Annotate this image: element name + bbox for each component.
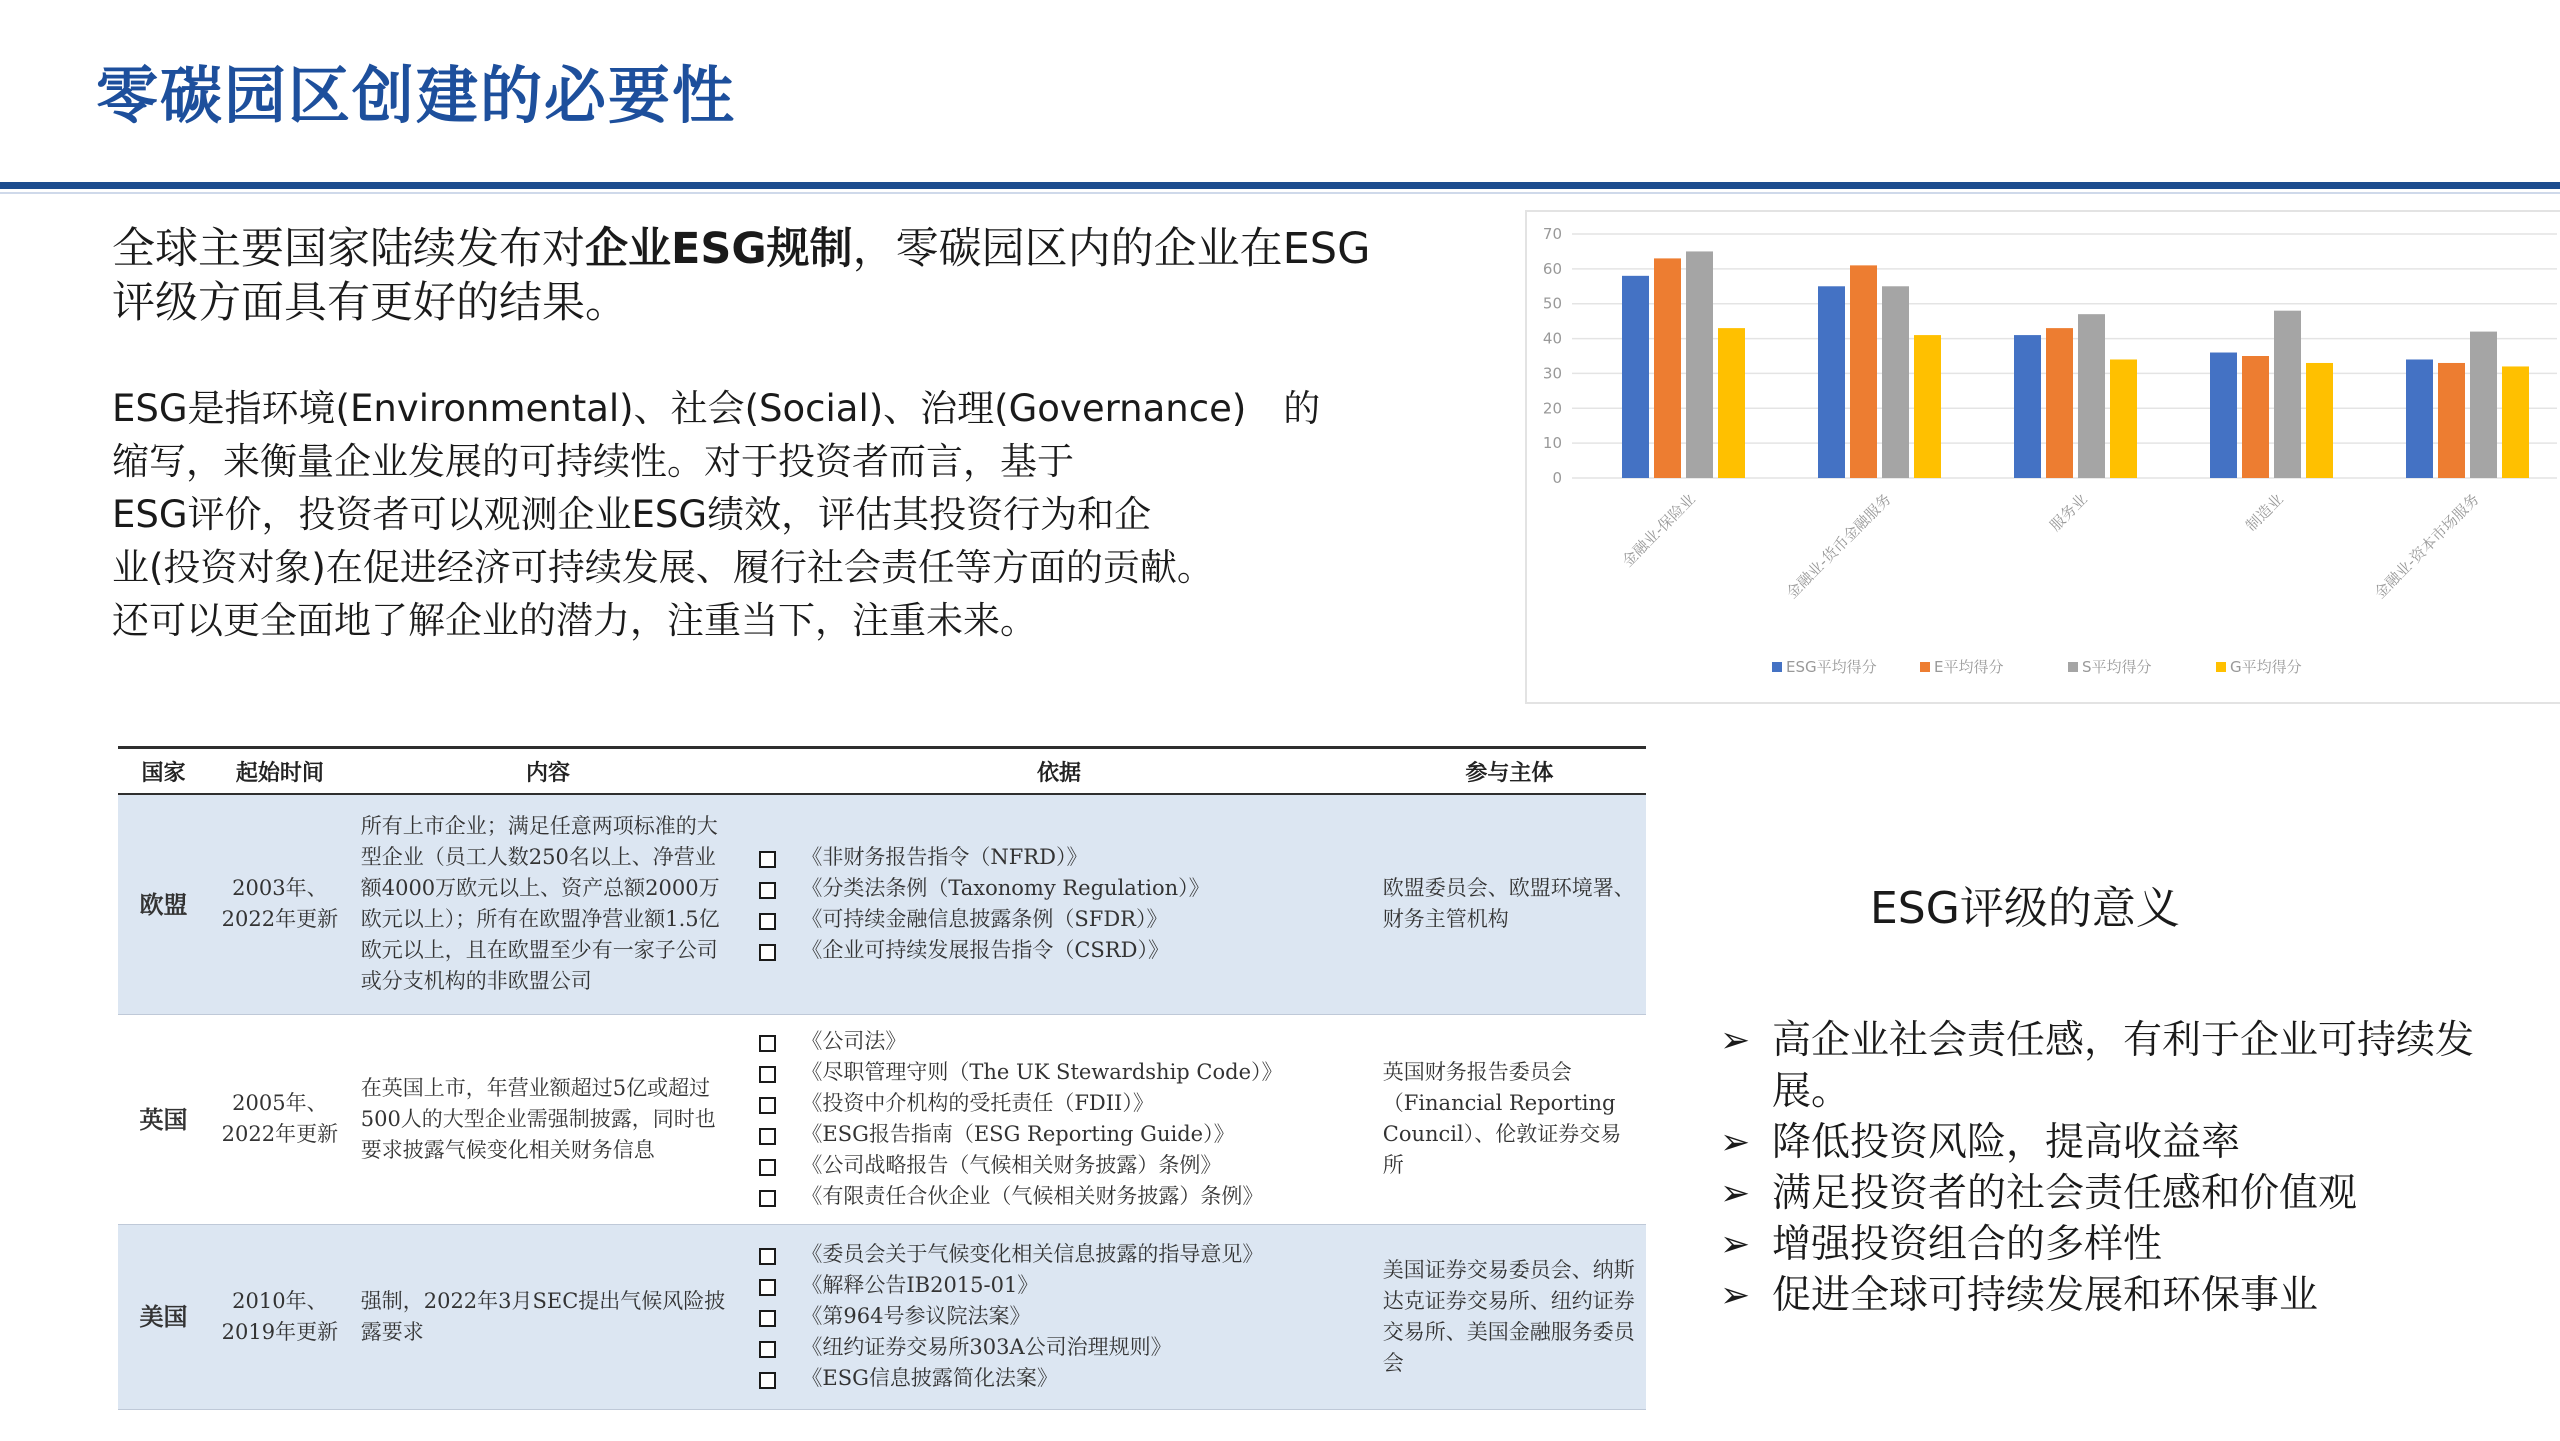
header-content: 内容 <box>351 748 746 795</box>
basis-item: 《有限责任合伙企业（气候相关财务披露）条例》 <box>755 1181 1362 1212</box>
chart-bar <box>1850 265 1877 478</box>
significance-item-text: 降低投资风险，提高收益率 <box>1772 1120 2241 1165</box>
arrow-bullet-icon: ➢ <box>1720 1173 1751 1214</box>
country-cell: 欧盟 <box>118 794 209 1014</box>
legend-label: G平均得分 <box>2230 658 2302 676</box>
y-tick-label: 0 <box>1552 469 1562 487</box>
title-divider <box>0 182 2560 189</box>
header-basis: 依据 <box>745 748 1372 795</box>
significance-item <box>1720 1270 2520 1321</box>
chart-svg <box>1527 212 2557 692</box>
significance-list <box>1720 1015 2520 1321</box>
x-tick-label: 金融业-保险业 <box>1618 490 1699 571</box>
header-country: 国家 <box>118 748 209 795</box>
party-cell: 欧盟委员会、欧盟环境署、财务主管机构 <box>1373 794 1646 1014</box>
arrow-bullet-icon: ➢ <box>1720 1122 1751 1163</box>
x-tick-label: 制造业 <box>2242 490 2287 535</box>
significance-title: ESG评级的意义 <box>1870 883 2180 934</box>
significance-item <box>1720 1168 2520 1219</box>
title-divider-shadow <box>0 192 2560 194</box>
basis-item: 《ESG信息披露简化法案》 <box>755 1363 1362 1394</box>
basis-cell <box>745 794 1372 1014</box>
basis-item: 《非财务报告指令（NFRD）》 <box>755 842 1362 873</box>
table-header-row <box>118 748 1646 795</box>
basis-item: 《公司法》 <box>755 1026 1362 1057</box>
header-participants: 参与主体 <box>1373 748 1646 795</box>
time-cell: 2005年、2022年更新 <box>209 1014 351 1224</box>
desc-line: 业(投资对象)在促进经济可持续发展、履行社会责任等方面的贡献。 <box>112 546 1214 589</box>
table-row-us <box>118 1224 1646 1409</box>
country-cell: 英国 <box>118 1014 209 1224</box>
chart-bar <box>2406 359 2433 478</box>
party-cell: 美国证券交易委员会、纳斯达克证券交易所、纽约证券交易所、美国金融服务委员会 <box>1373 1224 1646 1409</box>
chart-bar <box>1654 258 1681 478</box>
legend-swatch <box>2068 662 2078 672</box>
chart-bar <box>2470 332 2497 478</box>
y-tick-label: 60 <box>1542 259 1562 278</box>
significance-item-text: 满足投资者的社会责任感和价值观 <box>1772 1171 2358 1216</box>
y-tick-label: 70 <box>1542 225 1562 243</box>
esg-regulation-table-wrap <box>118 746 1646 1410</box>
intro-text-2: ，零碳园区内的企业在ESG评级方面具有更好的结果。 <box>112 224 1371 328</box>
esg-description <box>112 382 1412 647</box>
significance-item-text: 促进全球可持续发展和环保事业 <box>1772 1273 2319 1318</box>
page-title: 零碳园区创建的必要性 <box>96 59 737 132</box>
intro-bold-text: 企业ESG规制 <box>585 224 853 274</box>
significance-item <box>1720 1015 2520 1117</box>
chart-bar <box>1718 328 1745 478</box>
x-tick-label: 金融业-货币金融服务 <box>1782 490 1895 603</box>
chart-bar <box>1914 335 1941 478</box>
desc-line: ESG评价，投资者可以观测企业ESG绩效，评估其投资行为和企 <box>112 493 1152 536</box>
chart-bar <box>1818 286 1845 478</box>
country-cell: 美国 <box>118 1224 209 1409</box>
basis-item: 《委员会关于气候变化相关信息披露的指导意见》 <box>755 1239 1362 1270</box>
x-tick-label: 金融业-资本市场服务 <box>2370 490 2483 603</box>
y-tick-label: 20 <box>1542 399 1562 418</box>
content-cell: 强制，2022年3月SEC提出气候风险披露要求 <box>351 1224 746 1409</box>
basis-item: 《第964号参议院法案》 <box>755 1301 1362 1332</box>
basis-item: 《分类法条例（Taxonomy Regulation）》 <box>755 873 1362 904</box>
table-row-eu <box>118 794 1646 1014</box>
basis-item: 《企业可持续发展报告指令（CSRD）》 <box>755 935 1362 966</box>
basis-item: 《尽职管理守则（The UK Stewardship Code）》 <box>755 1057 1362 1088</box>
legend-label: ESG平均得分 <box>1786 658 1877 676</box>
chart-bar <box>2274 311 2301 478</box>
basis-item: 《投资中介机构的受托责任（FDII）》 <box>755 1088 1362 1119</box>
content-cell: 在英国上市，年营业额超过5亿或超过500人的大型企业需强制披露，同时也要求披露气候变化相关财务信息 <box>351 1014 746 1224</box>
arrow-bullet-icon: ➢ <box>1720 1224 1751 1265</box>
y-tick-label: 50 <box>1542 294 1562 313</box>
esg-score-chart <box>1525 210 2560 704</box>
basis-cell <box>745 1224 1372 1409</box>
intro-paragraph <box>112 222 1372 330</box>
basis-item: 《公司战略报告（气候相关财务披露）条例》 <box>755 1150 1362 1181</box>
chart-bar <box>1882 286 1909 478</box>
chart-bar <box>2502 366 2529 478</box>
time-cell: 2010年、2019年更新 <box>209 1224 351 1409</box>
x-tick-label: 服务业 <box>2046 490 2091 535</box>
content-cell: 所有上市企业；满足任意两项标准的大型企业（员工人数250名以上、净营业额4000万欧元以上、资产总额2000万欧元以上）；所有在欧盟净营业额1.5亿欧元以上，且在欧盟至少有一家子公司或分支机构的非欧盟公司 <box>351 794 746 1014</box>
chart-bar <box>2046 328 2073 478</box>
basis-item: 《解释公告IB2015-01》 <box>755 1270 1362 1301</box>
table-row-uk <box>118 1014 1646 1224</box>
chart-bar <box>2438 363 2465 478</box>
desc-line: ESG是指环境(Environmental)、社会(Social)、治理(Governance) 的 <box>112 387 1321 430</box>
basis-item: 《可持续金融信息披露条例（SFDR）》 <box>755 904 1362 935</box>
time-cell: 2003年、2022年更新 <box>209 794 351 1014</box>
significance-item-text: 高企业社会责任感，有利于企业可持续发展。 <box>1772 1018 2475 1114</box>
chart-bar <box>2110 359 2137 478</box>
y-tick-label: 40 <box>1542 329 1562 348</box>
y-tick-label: 30 <box>1542 364 1562 383</box>
chart-bar <box>1622 276 1649 478</box>
significance-item-text: 增强投资组合的多样性 <box>1772 1222 2163 1267</box>
chart-bar <box>2014 335 2041 478</box>
header-start-time: 起始时间 <box>209 748 351 795</box>
chart-bar <box>2306 363 2333 478</box>
legend-swatch <box>1920 662 1930 672</box>
legend-swatch <box>1772 662 1782 672</box>
significance-item <box>1720 1117 2520 1168</box>
legend-swatch <box>2216 662 2226 672</box>
significance-item <box>1720 1219 2520 1270</box>
y-tick-label: 10 <box>1542 434 1562 453</box>
chart-bar <box>2242 356 2269 478</box>
legend-label: S平均得分 <box>2082 658 2152 676</box>
arrow-bullet-icon: ➢ <box>1720 1275 1751 1316</box>
legend-label: E平均得分 <box>1934 658 2004 676</box>
chart-bar <box>1686 251 1713 478</box>
basis-cell <box>745 1014 1372 1224</box>
esg-regulation-table <box>118 746 1646 1410</box>
party-cell: 英国财务报告委员会（Financial Reporting Council）、伦敦证券交易所 <box>1373 1014 1646 1224</box>
desc-line: 缩写，来衡量企业发展的可持续性。对于投资者而言，基于 <box>112 440 1074 483</box>
intro-text-1: 全球主要国家陆续发布对 <box>112 224 585 274</box>
basis-item: 《纽约证券交易所303A公司治理规则》 <box>755 1332 1362 1363</box>
desc-line: 还可以更全面地了解企业的潜力，注重当下，注重未来。 <box>112 599 1037 642</box>
chart-bar <box>2078 314 2105 478</box>
basis-item: 《ESG报告指南（ESG Reporting Guide）》 <box>755 1119 1362 1150</box>
chart-bar <box>2210 353 2237 478</box>
arrow-bullet-icon: ➢ <box>1720 1020 1751 1061</box>
